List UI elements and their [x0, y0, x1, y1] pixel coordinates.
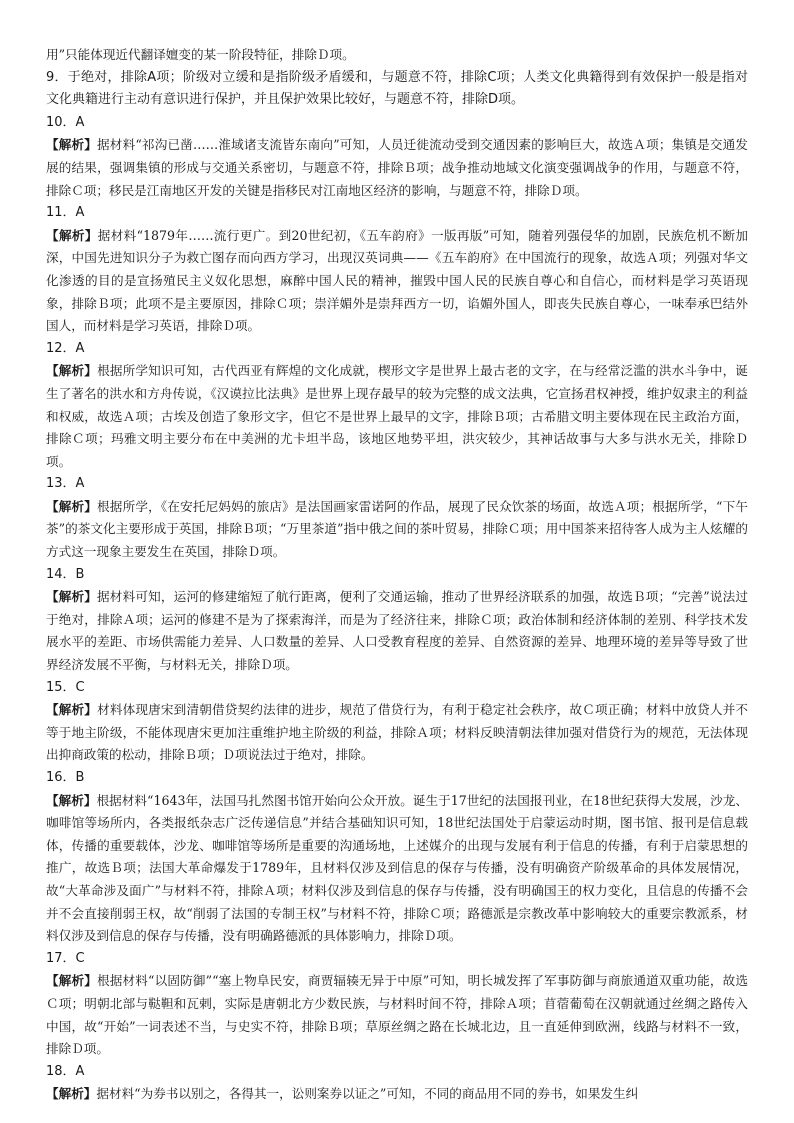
item-13-text [46, 496, 748, 564]
item-15-text [46, 699, 748, 767]
item-10-body: 据材料“祁沟已凿……淮域诸支流皆东南向”可知，人员迁徙流动受到交通因素的影响巨大，故选Ａ项；集镇是交通发展的结果，强调集镇的形成与交通关系密切，与题意不符，排除Ｂ项；战争推动地域文化演变强调战争的作用，与题意不符，排除Ｃ项；移民是江南地区开发的关键是指移民对江南地区经济的影响，与题意不符，排除Ｄ项。 [46, 137, 748, 198]
tag-label: 【解析】 [46, 1086, 97, 1102]
item-16-body: 根据材料“1643年，法国马扎然图书馆开始向公众开放。诞生于17世纪的法国报刊业，在18世纪获得大发展，沙龙、咖啡馆等场所内，各类报纸杂志广泛传递信息”并结合基础知识可知，18世纪法国处于启蒙运动时期，图书馆、报刊是信息载体，传播的重要载体，沙龙、咖啡馆等场所是重要的沟通场地，上述媒介的出现与发展有利于信息的传播，有利于启蒙思想的推广，故选Ｂ项；法国大革命爆发于1789年，且材料仅涉及到信息的保存与传播，没有明确资产阶级革命的具体发展情况，故“大革命涉及面广”与材料不符，排除Ａ项；材料仅涉及到信息的保存与传播，没有明确国王的权力变化，且信息的传播不会并不会直接削弱王权，故“削弱了法国的专制王权”与材料不符，排除Ｃ项；路德派是宗教改革中影响较大的重要宗教派系，材料仅涉及到信息的保存与传播，没有明确路德派的具体影响力，排除Ｄ项。 [46, 792, 748, 944]
item-17-number: 17．C [46, 950, 85, 966]
item-17-body: 根据材料“以固防御”“塞上物阜民安，商贾辐辏无异于中原”可知，明长城发挥了军事防御与商旅通道双重功能，故选Ｃ项；明朝北部与鞑靼和瓦剌，实际是唐朝北方少数民族，与材料时间不符，排除Ａ项；苜蓿葡萄在汉朝就通过丝绸之路传入中国，故“开始”一词表述不当，与史实不符，排除Ｂ项；草原丝绸之路在长城北边，且一直延伸到欧洲，线路与材料不一致，排除Ｄ项。 [46, 973, 748, 1057]
item-9-text [46, 67, 748, 112]
tag-label: 【解析】 [46, 792, 97, 808]
item-14-body: 据材料可知，运河的修建缩短了航行距离，便利了交通运输，推动了世界经济联系的加强，故选Ｂ项；“完善”说法过于绝对，排除Ａ项；运河的修建不是为了探索海洋，而是为了经济往来，排除Ｃ项；政治体制和经济体制的差别、科学技术发展水平的差距、市场供需能力差异、人口数量的差异、人口受教育程度的差异、自然资源的差异、地理环境的差异等导致了世界经济发展不平衡，与材料无关，排除Ｄ项。 [46, 589, 748, 673]
tag-label: 【解析】 [46, 363, 98, 379]
item-13-body: 根据所学，《在安托尼妈妈的旅店》是法国画家雷诺阿的作品，展现了民众饮茶的场面，故选Ａ项；根据所学，“下午茶”的茶文化主要形成于英国，排除Ｂ项；“万里茶道”指中俄之间的茶叶贸易，排除Ｃ项；用中国茶来招待客人成为主人炫耀的方式这一现象主要发生在英国，排除Ｄ项。 [46, 498, 749, 560]
item-18-body: 据材料“为券书以别之，各得其一，讼则案券以证之”可知，不同的商品用不同的券书，如果发生纠 [96, 1086, 639, 1102]
tag-label: 【解析】 [46, 702, 98, 718]
item-12-number: 12．A [46, 340, 85, 356]
tag-label: 【解析】 [46, 973, 98, 989]
item-10-number: 10．A [46, 114, 85, 130]
item-9-body: 于绝对，排除A项；阶级对立缓和是指阶级矛盾缓和，与题意不符，排除C项；人类文化典籍得到有效保护一般是指对文化典籍进行主动有意识进行保护，并且保护效果比较好，与题意不符，排除D项。 [46, 69, 748, 108]
item-12-body: 根据所学知识可知，古代西亚有辉煌的文化成就，楔形文字是世界上最古老的文字，在与经常泛滥的洪水斗争中，诞生了著名的洪水和方舟传说，《汉谟拉比法典》是世界上现存最早的较为完整的成文法典，它宣扬君权神授，维护奴隶主的利益和权威，故选Ａ项；古埃及创造了象形文字，但它不是世界上最早的文字，排除Ｂ项；古希腊文明主要体现在民主政治方面，排除Ｃ项；玛雅文明主要分布在中美洲的尤卡坦半岛，该地区地势平坦，洪灾较少，其神话故事与大多与洪水无关，排除Ｄ项。 [46, 363, 749, 469]
tag-label: 【解析】 [46, 498, 98, 514]
item-15-body: 材料体现唐宋到清朝借贷契约法律的进步，规范了借贷行为，有利于稳定社会秩序，故Ｃ项正确；材料中放贷人并不等于地主阶级，不能体现唐宋更加注重维护地主阶级的利益，排除Ａ项；材料反映清朝法律加强对借贷行为的规范，无法体现出抑商政策的松动，排除Ｂ项；Ｄ项说法过于绝对，排除。 [46, 702, 749, 763]
item-9-number: 9． [46, 69, 68, 85]
item-15-number: 15．C [46, 679, 85, 695]
item-17-text [46, 970, 748, 1060]
item-16-number: 16．B [46, 770, 85, 785]
item-16-text [46, 790, 748, 948]
item-11-body: 据材料“1879年……流行更广。到20世纪初，《五车韵府》一版再版”可知，随着列强侵华的加剧，民族危机不断加深，中国先进知识分子为救亡图存而向西方学习，出现汉英词典——《五车韵府》在中国流行的现象，故选Ａ项；列强对华文化渗透的目的是宣扬殖民主义奴化思想，麻醉中国人民的精神，摧毁中国人民的民族自尊心和自信心，而材料是学习英语现象，排除Ｂ项；此项不是主要原因，排除Ｃ项；崇洋媚外是崇拜西方一切，谄媚外国人，即丧失民族自尊心，一味奉承巴结外国人，而材料是学习英语，排除Ｄ项。 [46, 227, 749, 334]
tag-label: 【解析】 [46, 589, 98, 605]
item-11-number: 11．A [46, 205, 85, 221]
tag-label: 【解析】 [46, 227, 98, 243]
top-fragment: 用”只能体现近代翻译嬗变的某一阶段特征，排除Ｄ项。 [46, 47, 355, 62]
item-11-text [46, 225, 748, 338]
item-14-text [46, 586, 748, 676]
item-13-number: 13．A [46, 476, 85, 492]
item-14-number: 14．B [46, 566, 85, 582]
item-18-text [46, 1083, 748, 1106]
tag-label: 【解析】 [46, 137, 98, 153]
item-18-number: 18．A [46, 1063, 85, 1079]
item-10-text [46, 134, 748, 202]
item-12-text [46, 360, 748, 473]
